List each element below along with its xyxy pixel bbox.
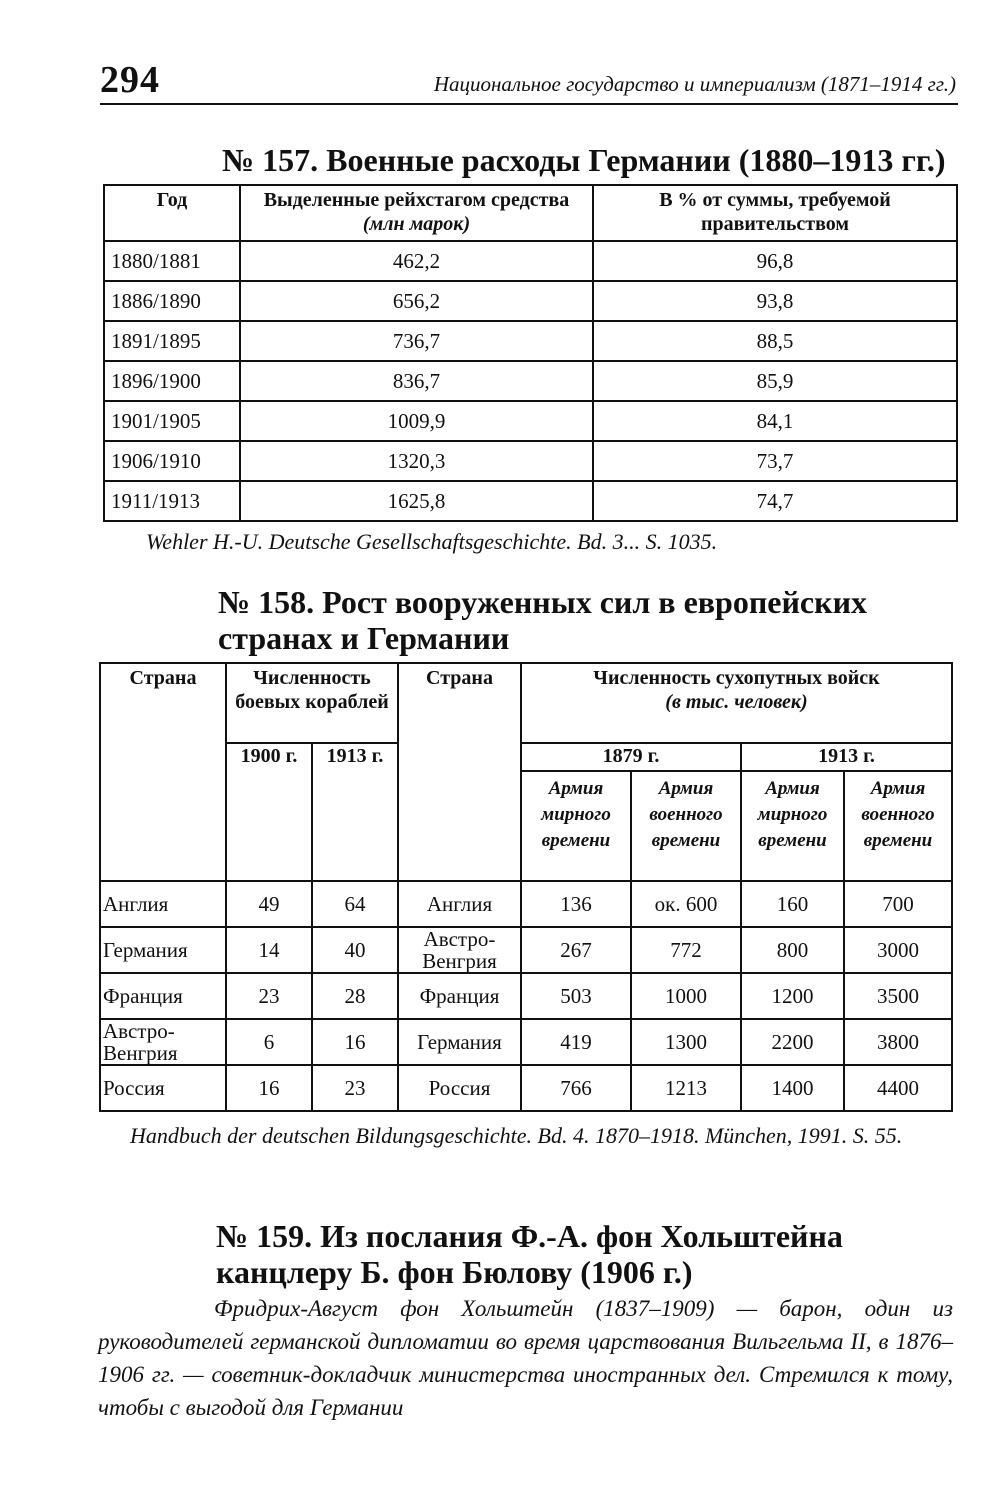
cell-percent: 74,7 bbox=[593, 481, 957, 521]
cell-year: 1891/1895 bbox=[104, 321, 240, 361]
cell-war-1913: 3500 bbox=[844, 973, 952, 1019]
table-row bbox=[104, 361, 957, 401]
header-rule bbox=[100, 103, 958, 105]
cell-ships-1913: 16 bbox=[312, 1019, 398, 1065]
header-funds-main: Выделенные рейхстагом средства bbox=[263, 189, 570, 211]
cell-ships-1913: 23 bbox=[312, 1065, 398, 1111]
cell-peace-1879: 766 bbox=[521, 1065, 631, 1111]
doc159-title-line2: канцлеру Б. фон Бюлову (1906 г.) bbox=[216, 1254, 693, 1290]
table-row bbox=[100, 1065, 952, 1111]
cell-year: 1906/1910 bbox=[104, 441, 240, 481]
cell-peace-1879: 267 bbox=[521, 927, 631, 973]
cell-war-1879: 1300 bbox=[631, 1019, 741, 1065]
cell-war-1913: 3000 bbox=[844, 927, 952, 973]
cell-country2: Франция bbox=[398, 973, 521, 1019]
table-header-row bbox=[100, 663, 952, 743]
header-ships: Численность боевых кораблей bbox=[226, 663, 398, 743]
cell-percent: 96,8 bbox=[593, 241, 957, 281]
cell-country: Россия bbox=[100, 1065, 226, 1111]
doc157-title: № 157. Военные расходы Германии (1880–1913 гг.) bbox=[222, 142, 946, 178]
table-row bbox=[104, 321, 957, 361]
armed-forces-table bbox=[99, 662, 953, 1112]
header-country2: Страна bbox=[398, 663, 521, 881]
table-header-row bbox=[100, 743, 952, 771]
cell-peace-1913: 2200 bbox=[741, 1019, 844, 1065]
cell-ships-1900: 6 bbox=[226, 1019, 312, 1065]
table-row bbox=[104, 241, 957, 281]
cell-percent: 73,7 bbox=[593, 441, 957, 481]
cell-country: Австро-Венгрия bbox=[100, 1019, 226, 1065]
cell-war-1913: 3800 bbox=[844, 1019, 952, 1065]
header-war-1913: Армия военного времени bbox=[844, 771, 952, 881]
header-troops-unit: (в тыс. человек) bbox=[665, 691, 808, 713]
cell-peace-1913: 1200 bbox=[741, 973, 844, 1019]
cell-country: Англия bbox=[100, 881, 226, 927]
header-peace-1913: Армия мирного времени bbox=[741, 771, 844, 881]
table-row bbox=[104, 401, 957, 441]
header-year-1913: 1913 г. bbox=[312, 743, 398, 881]
header-war-1879: Армия военного времени bbox=[631, 771, 741, 881]
table-row bbox=[100, 1019, 952, 1065]
cell-country: Германия bbox=[100, 927, 226, 973]
cell-ships-1913: 40 bbox=[312, 927, 398, 973]
cell-year: 1911/1913 bbox=[104, 481, 240, 521]
doc158-title-line2: странах и Германии bbox=[218, 620, 510, 656]
header-year-1879: 1879 г. bbox=[521, 743, 741, 771]
cell-peace-1913: 1400 bbox=[741, 1065, 844, 1111]
header-country: Страна bbox=[100, 663, 226, 881]
cell-funds: 1009,9 bbox=[240, 401, 593, 441]
cell-year: 1896/1900 bbox=[104, 361, 240, 401]
cell-country2: Германия bbox=[398, 1019, 521, 1065]
cell-ships-1900: 49 bbox=[226, 881, 312, 927]
cell-peace-1879: 136 bbox=[521, 881, 631, 927]
cell-country: Франция bbox=[100, 973, 226, 1019]
cell-peace-1913: 800 bbox=[741, 927, 844, 973]
page-number: 294 bbox=[100, 59, 160, 101]
cell-funds: 656,2 bbox=[240, 281, 593, 321]
table-row bbox=[104, 481, 957, 521]
table-header-row bbox=[104, 185, 957, 241]
military-spending-table bbox=[103, 184, 958, 522]
header-year-1913-troops: 1913 г. bbox=[741, 743, 952, 771]
cell-war-1879: 1000 bbox=[631, 973, 741, 1019]
table-row bbox=[104, 281, 957, 321]
header-percent: В % от суммы, требуемой правительством bbox=[593, 185, 957, 241]
header-year-1900: 1900 г. bbox=[226, 743, 312, 881]
cell-country2: Австро-Венгрия bbox=[398, 927, 521, 973]
cell-percent: 84,1 bbox=[593, 401, 957, 441]
cell-country2: Россия bbox=[398, 1065, 521, 1111]
cell-ships-1900: 23 bbox=[226, 973, 312, 1019]
cell-peace-1913: 160 bbox=[741, 881, 844, 927]
cell-war-1879: ок. 600 bbox=[631, 881, 741, 927]
cell-percent: 85,9 bbox=[593, 361, 957, 401]
cell-funds: 1320,3 bbox=[240, 441, 593, 481]
table-row bbox=[100, 927, 952, 973]
cell-ships-1900: 14 bbox=[226, 927, 312, 973]
cell-war-1879: 1213 bbox=[631, 1065, 741, 1111]
header-funds-unit: (млн марок) bbox=[362, 213, 471, 235]
cell-peace-1879: 419 bbox=[521, 1019, 631, 1065]
header-year: Год bbox=[104, 185, 240, 241]
header-funds bbox=[240, 185, 593, 241]
header-peace-1879: Армия мирного времени bbox=[521, 771, 631, 881]
cell-country2: Англия bbox=[398, 881, 521, 927]
cell-percent: 93,8 bbox=[593, 281, 957, 321]
cell-funds: 736,7 bbox=[240, 321, 593, 361]
cell-year: 1886/1890 bbox=[104, 281, 240, 321]
doc159-intro: Фридрих-Август фон Хольштейн (1837–1909) — барон, один из руководителей германской дипломатии во время царствования Вильгельма II, в 1876–1906 гг. — советник-докладчик министерства иностранных дел. Стремился к тому, чтобы с выгодой для Германии bbox=[98, 1296, 953, 1420]
cell-funds: 462,2 bbox=[240, 241, 593, 281]
cell-war-1913: 4400 bbox=[844, 1065, 952, 1111]
cell-war-1913: 700 bbox=[844, 881, 952, 927]
running-title: Национальное государство и империализм (1871–1914 гг.) bbox=[433, 72, 956, 96]
cell-funds: 1625,8 bbox=[240, 481, 593, 521]
header-troops-main: Численность сухопутных войск bbox=[593, 667, 880, 689]
cell-ships-1913: 28 bbox=[312, 973, 398, 1019]
cell-peace-1879: 503 bbox=[521, 973, 631, 1019]
cell-year: 1901/1905 bbox=[104, 401, 240, 441]
cell-funds: 836,7 bbox=[240, 361, 593, 401]
cell-war-1879: 772 bbox=[631, 927, 741, 973]
doc158-title-line1: № 158. Рост вооруженных сил в европейских bbox=[218, 584, 867, 620]
doc157-source: Wehler H.-U. Deutsche Gesellschaftsgeschichte. Bd. 3... S. 1035. bbox=[146, 529, 718, 554]
table-row bbox=[100, 881, 952, 927]
doc158-source: Handbuch der deutschen Bildungsgeschichte. Bd. 4. 1870–1918. München, 1991. S. 55. bbox=[130, 1123, 903, 1148]
cell-ships-1913: 64 bbox=[312, 881, 398, 927]
header-troops bbox=[521, 663, 952, 743]
doc159-title-line1: № 159. Из послания Ф.-А. фон Хольштейна bbox=[216, 1218, 843, 1254]
cell-percent: 88,5 bbox=[593, 321, 957, 361]
table-row bbox=[104, 441, 957, 481]
cell-year: 1880/1881 bbox=[104, 241, 240, 281]
table-row bbox=[100, 973, 952, 1019]
cell-ships-1900: 16 bbox=[226, 1065, 312, 1111]
